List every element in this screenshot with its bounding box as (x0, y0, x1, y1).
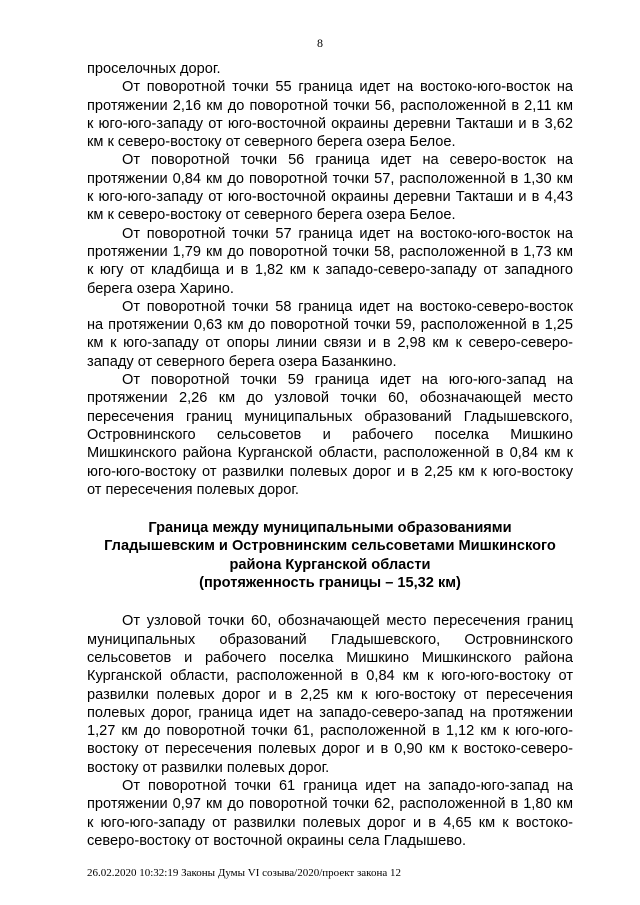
paragraph: От поворотной точки 58 граница идет на востоко-северо-восток на протяжении 0,63 км до поворотной точки 59, расположенной в 1,25 км к юго-западу от опоры линии связи и в 2,98 км к северо-северо-западу от северного берега озера Базанкино. (87, 298, 573, 370)
page-footer: 26.02.2020 10:32:19 Законы Думы VI созыва/2020/проект закона 12 (87, 867, 401, 879)
paragraph: От поворотной точки 57 граница идет на востоко-юго-восток на протяжении 1,79 км до поворотной точки 58, расположенной в 1,73 км к югу от кладбища и в 1,82 км к западо-северо-западу от западного берега озера Харино. (87, 225, 573, 297)
section-heading-line: Гладышевским и Островнинским сельсоветами Мишкинского (104, 538, 556, 555)
paragraph: От узловой точки 60, обозначающей место пересечения границ муниципальных образований Гладышевского, Островнинского сельсоветов и рабочего поселка Мишкино Мишкинского района Курганской области, расположенной в 0,84 км к юго-юго-востоку от развилки полевых дорог и в 2,25 км к юго-востоку от пересечения полевых дорог, граница идет на западо-северо-запад на протяжении 1,27 км до поворотной точки 61, расположенной в 1,12 км к юго-юго-востоку от пересечения полевых дорог и в 0,90 км к востоко-северо-востоку от развилки полевых дорог. (87, 613, 573, 776)
paragraph: От поворотной точки 56 граница идет на северо-восток на протяжении 0,84 км до поворотной точки 57, расположенной в 1,30 км к юго-юго-западу от юго-восточной окраины деревни Такташи и в 4,43 км к северо-востоку от северного берега озера Белое. (87, 152, 573, 224)
page-number: 8 (317, 36, 323, 50)
paragraph: проселочных дорог. (87, 61, 221, 77)
paragraph: От поворотной точки 59 граница идет на юго-юго-запад на протяжении 2,26 км до узловой точки 60, обозначающей место пересечения границ муниципальных образований Гладышевского, Островнинского сельсоветов и рабочего поселка Мишкино Мишкинского района Курганской области, расположенной в 0,84 км к юго-юго-востоку от развилки полевых дорог и в 2,25 км к юго-востоку от пересечения полевых дорог. (87, 372, 573, 498)
section-heading-line: (протяженность границы – 15,32 км) (199, 575, 461, 592)
section-heading-line: района Курганской области (229, 556, 431, 573)
paragraph: От поворотной точки 55 граница идет на востоко-юго-восток на протяжении 2,16 км до поворотной точки 56, расположенной в 2,11 км к юго-юго-западу от юго-восточной окраины деревни Такташи и в 3,62 км к северо-востоку от северного берега озера Белое. (87, 79, 573, 151)
section-heading-line: Граница между муниципальными образованиями (148, 520, 512, 537)
paragraph: От поворотной точки 61 граница идет на западо-юго-запад на протяжении 0,97 км до поворотной точки 62, расположенной в 1,80 км к юго-юго-западу от развилки полевых дорог и в 4,65 км к востоко-северо-востоку от восточной окраины села Гладышево. (87, 777, 573, 849)
section-heading (87, 519, 573, 592)
document-body (87, 60, 573, 850)
